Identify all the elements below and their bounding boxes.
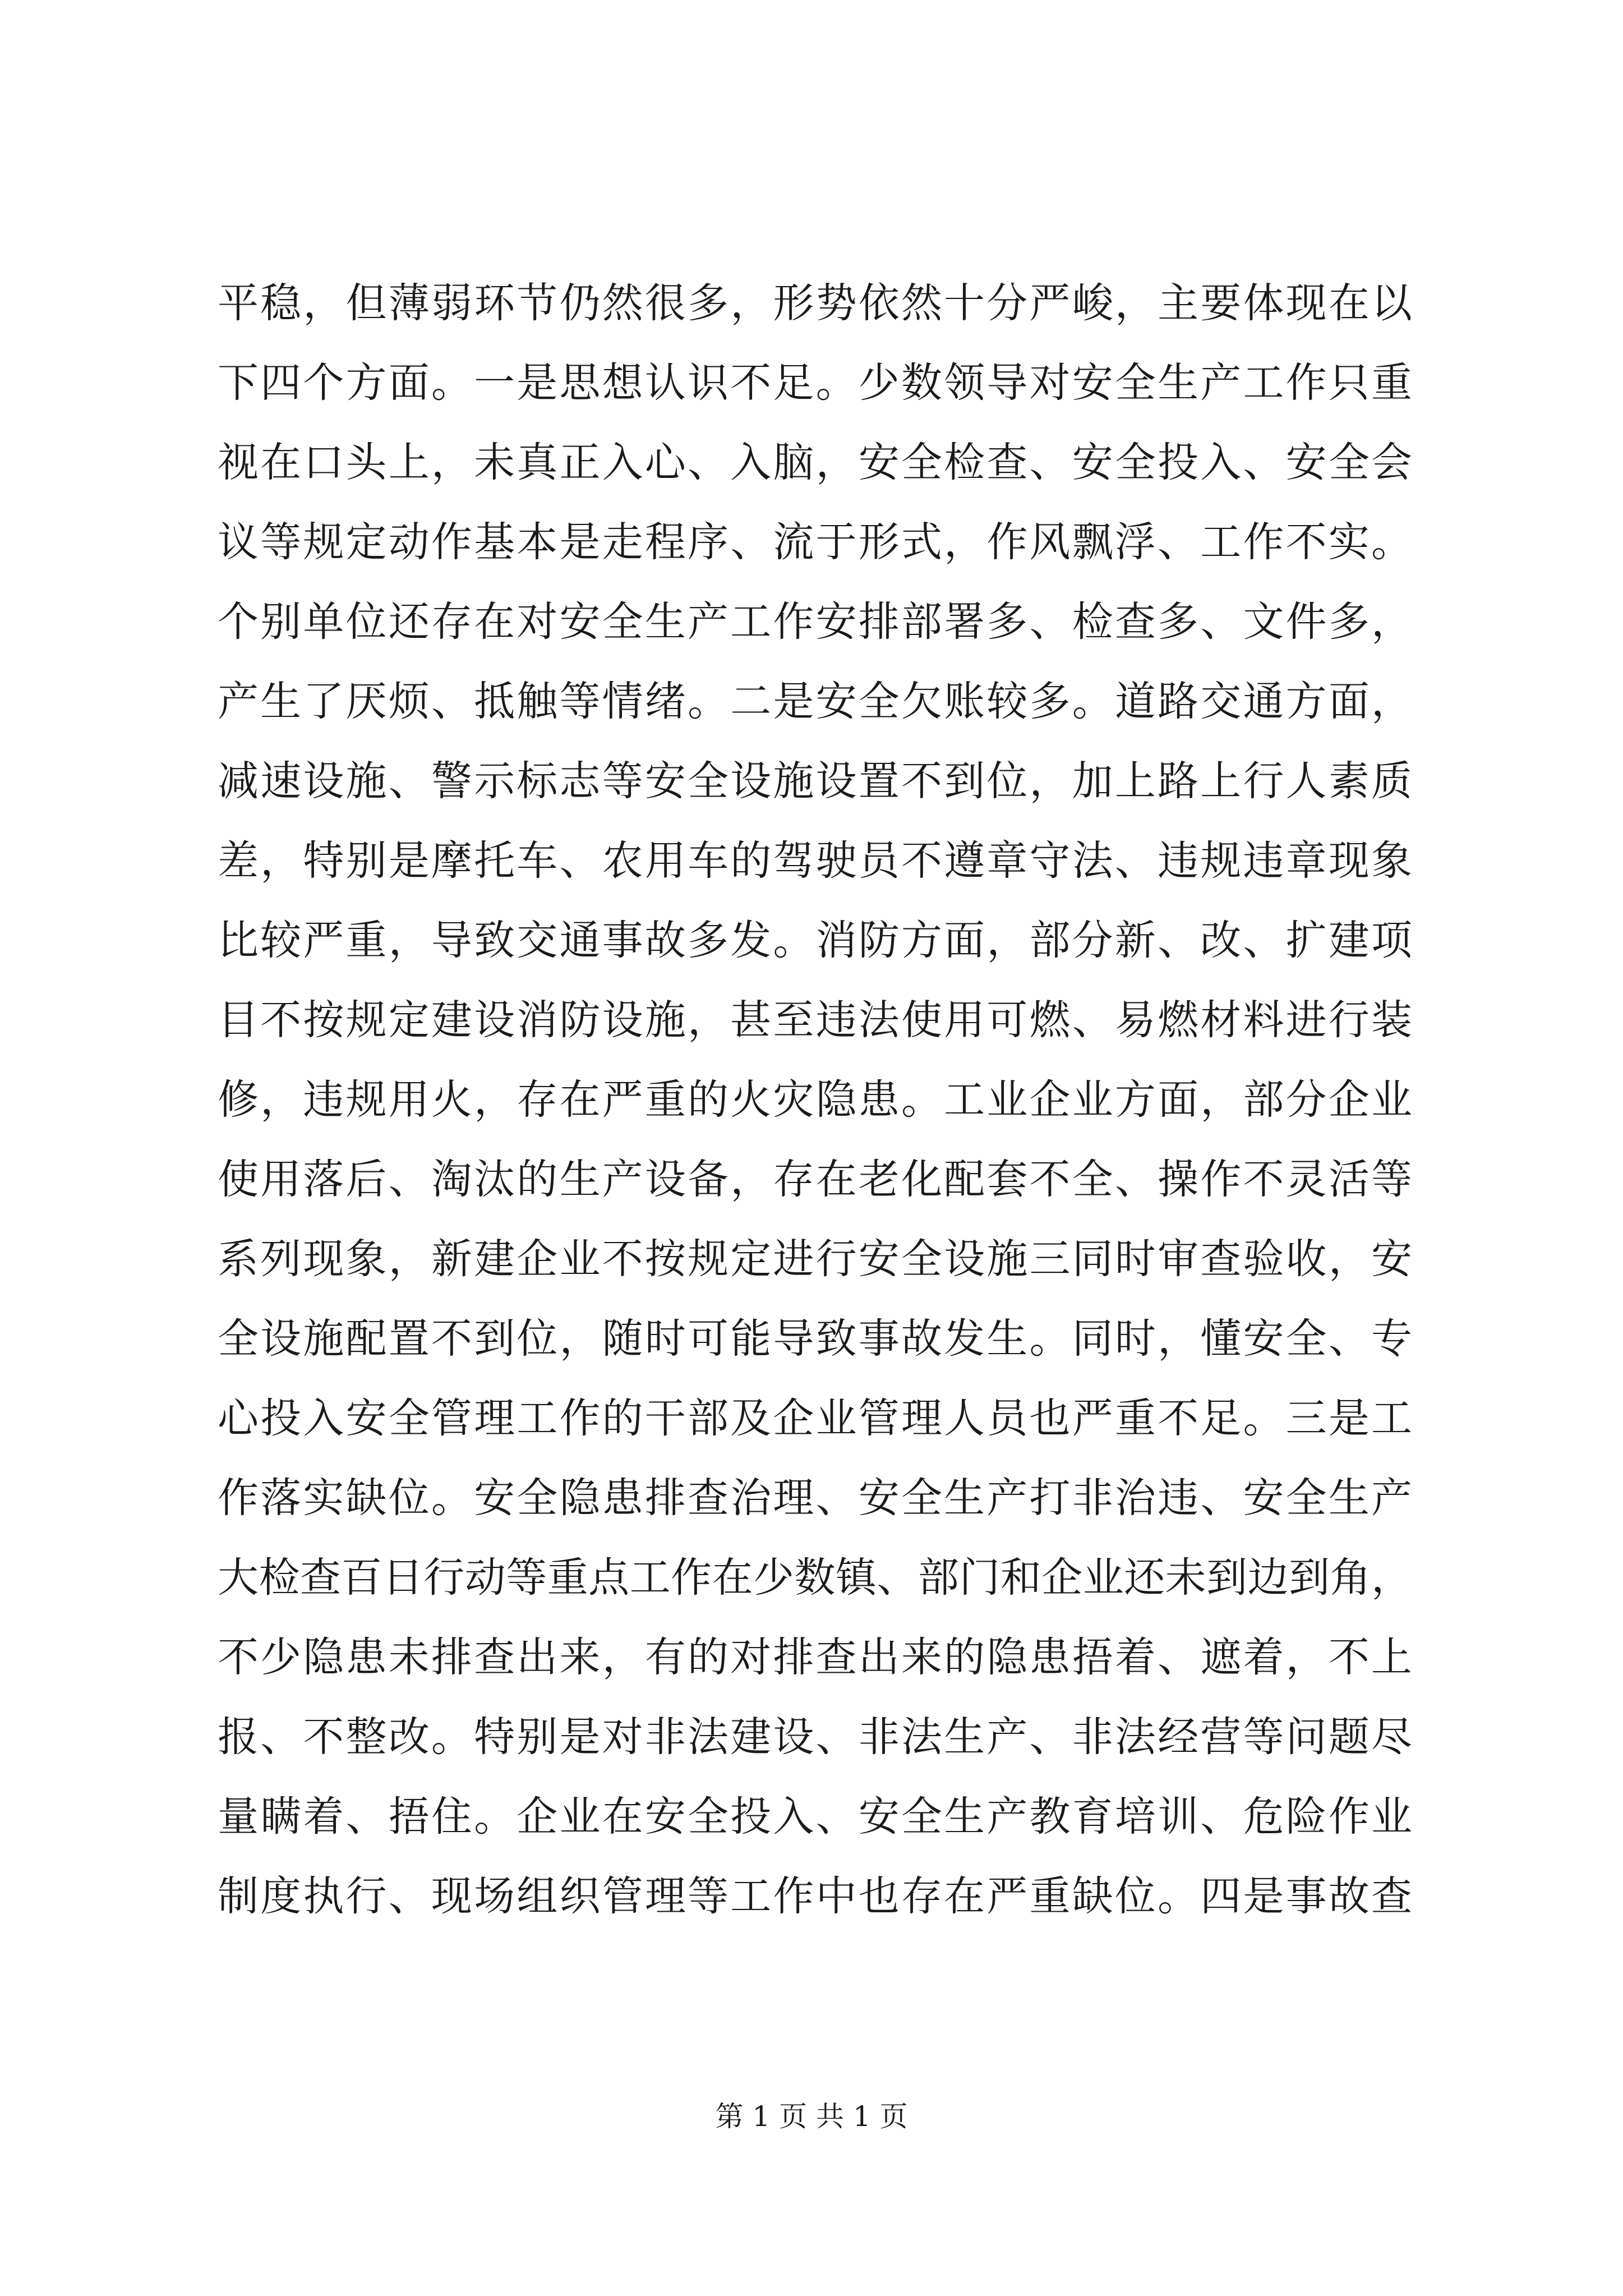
- text-line: 下四个方面。一是思想认识不足。少数领导对安全生产工作只重: [218, 359, 1412, 407]
- text-line: 大检查百日行动等重点工作在少数镇、部门和企业还未到边到角，: [218, 1554, 1412, 1602]
- text-line: 目不按规定建设消防设施，甚至违法使用可燃、易燃材料进行装: [218, 996, 1412, 1044]
- text-line: 减速设施、警示标志等安全设施设置不到位，加上路上行人素质: [218, 757, 1412, 805]
- text-line: 使用落后、淘汰的生产设备，存在老化配套不全、操作不灵活等: [218, 1156, 1412, 1203]
- text-line: 心投入安全管理工作的干部及企业管理人员也严重不足。三是工: [218, 1395, 1412, 1442]
- text-line: 作落实缺位。安全隐患排查治理、安全生产打非治违、安全生产: [218, 1474, 1412, 1522]
- text-line: 议等规定动作基本是走程序、流于形式，作风飘浮、工作不实。: [218, 518, 1412, 566]
- text-line: 不少隐患未排查出来，有的对排查出来的隐患捂着、遮着，不上: [218, 1634, 1412, 1681]
- text-line: 差，特别是摩托车、农用车的驾驶员不遵章守法、违规违章现象: [218, 837, 1412, 885]
- text-line: 修，违规用火，存在严重的火灾隐患。工业企业方面，部分企业: [218, 1076, 1412, 1124]
- text-line: 视在口头上，未真正入心、入脑，安全检查、安全投入、安全会: [218, 439, 1412, 486]
- text-line: 全设施配置不到位，随时可能导致事故发生。同时，懂安全、专: [218, 1315, 1412, 1363]
- text-line: 个别单位还存在对安全生产工作安排部署多、检查多、文件多，: [218, 598, 1412, 646]
- text-line: 量瞒着、捂住。企业在安全投入、安全生产教育培训、危险作业: [218, 1793, 1412, 1841]
- body-text: [218, 264, 1412, 1936]
- text-line: 系列现象，新建企业不按规定进行安全设施三同时审查验收，安: [218, 1235, 1412, 1283]
- text-line: 制度执行、现场组织管理等工作中也存在严重缺位。四是事故查: [218, 1872, 1412, 1920]
- text-line: 平稳，但薄弱环节仍然很多，形势依然十分严峻，主要体现在以: [218, 279, 1412, 327]
- text-line: 产生了厌烦、抵触等情绪。二是安全欠账较多。道路交通方面，: [218, 678, 1412, 725]
- text-line: 报、不整改。特别是对非法建设、非法生产、非法经营等问题尽: [218, 1713, 1412, 1761]
- page-footer: 第 1 页 共 1 页: [715, 2100, 908, 2133]
- text-line: 比较严重，导致交通事故多发。消防方面，部分新、改、扩建项: [218, 917, 1412, 964]
